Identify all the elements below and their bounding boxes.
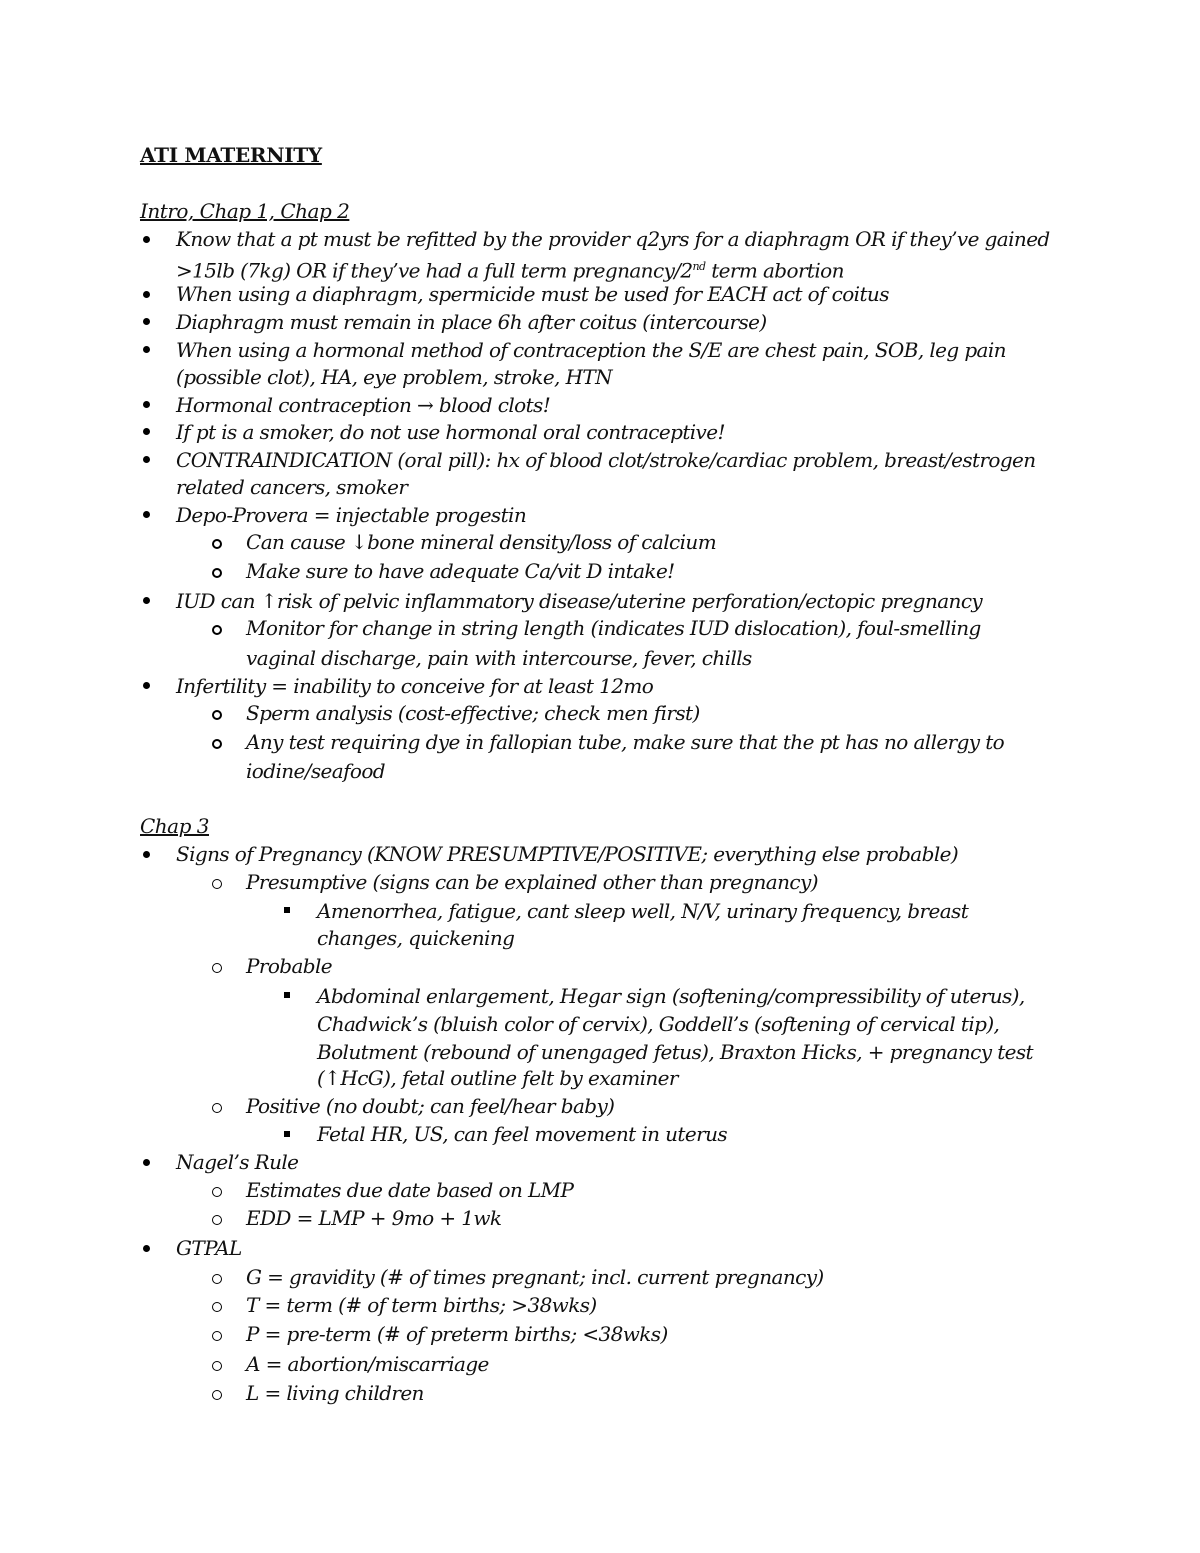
sub-bullet-icon bbox=[212, 539, 222, 549]
list-item-continuation: related cancers, smoker bbox=[176, 475, 408, 499]
bullet-icon bbox=[143, 236, 150, 243]
sub-bullet-icon bbox=[212, 879, 222, 889]
list-item: Diaphragm must remain in place 6h after coitus (intercourse) bbox=[176, 310, 767, 334]
sub-list-item: Can cause ↓bone mineral density/loss of calcium bbox=[246, 530, 717, 554]
list-item: GTPAL bbox=[176, 1236, 242, 1260]
bullet-icon bbox=[143, 682, 150, 689]
sub-bullet-icon bbox=[212, 1302, 222, 1312]
bullet-icon bbox=[143, 291, 150, 298]
list-item: If pt is a smoker, do not use hormonal oral contraceptive! bbox=[176, 420, 725, 444]
sub-bullet-icon bbox=[212, 625, 222, 635]
square-bullet-icon bbox=[284, 1131, 290, 1137]
sub-sub-list-item-continuation: Bolutment (rebound of unengaged fetus), Braxton Hicks, + pregnancy test bbox=[317, 1040, 1033, 1064]
sub-sub-list-item: Abdominal enlargement, Hegar sign (softening/compressibility of uterus), bbox=[317, 984, 1025, 1008]
sub-list-item: L = living children bbox=[246, 1381, 424, 1405]
bullet-icon bbox=[143, 346, 150, 353]
sub-list-item-continuation: iodine/seafood bbox=[246, 759, 386, 783]
sub-list-item-continuation: vaginal discharge, pain with intercourse, fever, chills bbox=[246, 646, 752, 670]
section-heading-chap3: Chap 3 bbox=[140, 814, 209, 838]
sub-bullet-icon bbox=[212, 710, 222, 720]
sub-list-item: P = pre-term (# of preterm births; <38wks) bbox=[246, 1322, 668, 1346]
list-item: IUD can ↑risk of pelvic inflammatory disease/uterine perforation/ectopic pregnancy bbox=[176, 589, 983, 613]
sub-sub-list-item-continuation: changes, quickening bbox=[317, 926, 515, 950]
list-item: When using a diaphragm, spermicide must be used for EACH act of coitus bbox=[176, 282, 889, 306]
bullet-icon bbox=[143, 1245, 150, 1252]
sub-bullet-icon bbox=[212, 1187, 222, 1197]
list-item: CONTRAINDICATION (oral pill): hx of blood clot/stroke/cardiac problem, breast/estrogen bbox=[176, 448, 1036, 472]
section-heading-intro: Intro, Chap 1, Chap 2 bbox=[140, 199, 350, 223]
sub-bullet-icon bbox=[212, 1103, 222, 1113]
sub-sub-list-item-continuation: (↑HcG), fetal outline felt by examiner bbox=[317, 1066, 678, 1090]
sub-list-item: Sperm analysis (cost-effective; check men first) bbox=[246, 701, 700, 725]
sub-bullet-icon bbox=[212, 1331, 222, 1341]
sub-bullet-icon bbox=[212, 1390, 222, 1400]
sub-list-item: G = gravidity (# of times pregnant; incl. current pregnancy) bbox=[246, 1265, 824, 1289]
list-item: Depo-Provera = injectable progestin bbox=[176, 503, 527, 527]
list-item: Know that a pt must be refitted by the provider q2yrs for a diaphragm OR if they’ve gained bbox=[176, 227, 1050, 251]
sub-bullet-icon bbox=[212, 1361, 222, 1371]
sub-list-item: Make sure to have adequate Ca/vit D intake! bbox=[246, 559, 675, 583]
list-item: Infertility = inability to conceive for at least 12mo bbox=[176, 674, 654, 698]
sub-bullet-icon bbox=[212, 1274, 222, 1284]
sub-sub-list-item: Amenorrhea, fatigue, cant sleep well, N/V, urinary frequency, breast bbox=[317, 899, 969, 923]
document-title: ATI MATERNITY bbox=[140, 143, 322, 167]
bullet-icon bbox=[143, 1159, 150, 1166]
square-bullet-icon bbox=[284, 992, 290, 998]
sub-list-item: EDD = LMP + 9mo + 1wk bbox=[246, 1206, 502, 1230]
sub-list-item: Monitor for change in string length (indicates IUD dislocation), foul-smelling bbox=[246, 616, 981, 640]
sub-sub-list-item-continuation: Chadwick’s (bluish color of cervix), Goddell’s (softening of cervical tip), bbox=[317, 1012, 1000, 1036]
sub-bullet-icon bbox=[212, 963, 222, 973]
bullet-icon bbox=[143, 401, 150, 408]
sub-bullet-icon bbox=[212, 568, 222, 578]
bullet-icon bbox=[143, 428, 150, 435]
bullet-icon bbox=[143, 597, 150, 604]
sub-bullet-icon bbox=[212, 1215, 222, 1225]
sub-sub-list-item: Fetal HR, US, can feel movement in uterus bbox=[317, 1122, 728, 1146]
list-item: When using a hormonal method of contraception the S/E are chest pain, SOB, leg pain bbox=[176, 338, 1006, 362]
list-item-continuation: (possible clot), HA, eye problem, stroke, HTN bbox=[176, 365, 613, 389]
list-item: Nagel’s Rule bbox=[176, 1150, 299, 1174]
bullet-icon bbox=[143, 456, 150, 463]
list-item: Signs of Pregnancy (KNOW PRESUMPTIVE/POSITIVE; everything else probable) bbox=[176, 842, 959, 866]
bullet-icon bbox=[143, 511, 150, 518]
sub-list-item: Any test requiring dye in fallopian tube, make sure that the pt has no allergy to bbox=[246, 730, 1005, 754]
sub-list-item: Positive (no doubt; can feel/hear baby) bbox=[246, 1094, 615, 1118]
list-item: Hormonal contraception → blood clots! bbox=[176, 393, 551, 417]
bullet-icon bbox=[143, 318, 150, 325]
sub-list-item: Probable bbox=[246, 954, 333, 978]
sub-list-item: A = abortion/miscarriage bbox=[246, 1352, 489, 1376]
sub-list-item: Estimates due date based on LMP bbox=[246, 1178, 574, 1202]
sub-bullet-icon bbox=[212, 739, 222, 749]
sub-list-item: T = term (# of term births; >38wks) bbox=[246, 1293, 597, 1317]
bullet-icon bbox=[143, 851, 150, 858]
list-item-continuation: >15lb (7kg) OR if they’ve had a full term pregnancy/2nd term abortion bbox=[176, 258, 844, 283]
sub-list-item: Presumptive (signs can be explained other than pregnancy) bbox=[246, 870, 818, 894]
square-bullet-icon bbox=[284, 907, 290, 913]
